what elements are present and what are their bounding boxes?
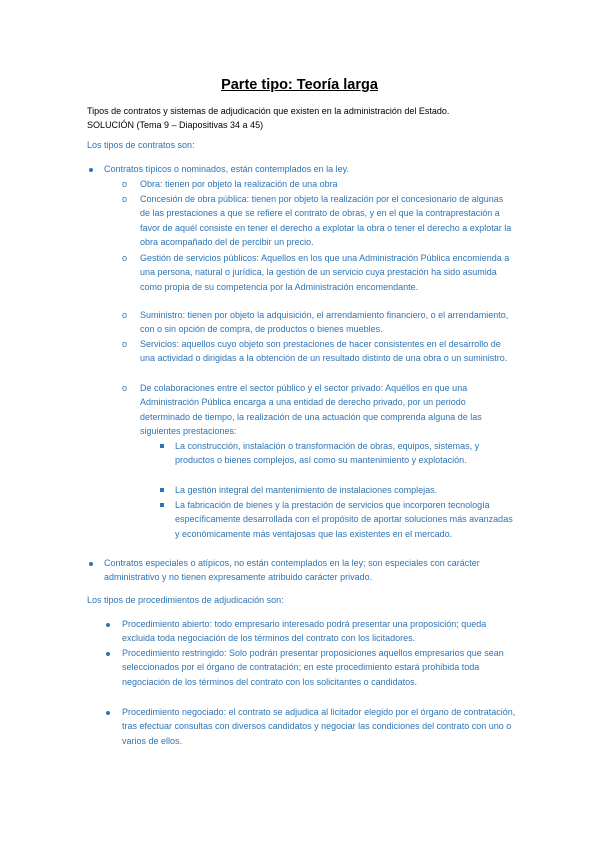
list-item: Servicios: aquellos cuyo objeto son prestaciones de hacer consistentes en el desarrollo de una actividad o dirigidas a la obtención de un resultado distinto de una obra o un suministro. xyxy=(140,339,508,364)
procedures-heading: Los tipos de procedimientos de adjudicación son: xyxy=(87,595,284,605)
contracts-heading: Los tipos de contratos son: xyxy=(87,140,195,150)
intro xyxy=(87,104,527,132)
list-item: Gestión de servicios públicos: Aquellos en los que una Administración Pública encomienda a una persona, natural o jurídica, la gestión de un servicio cuya prestación ha sido asumida como propia de su competencia por la Administración encomendante. xyxy=(140,253,510,292)
square-bullet-icon xyxy=(160,503,164,507)
circle-bullet-icon: o xyxy=(122,383,128,393)
square-bullet-icon xyxy=(160,488,164,492)
square-bullet-icon xyxy=(160,444,164,448)
circle-bullet-icon: o xyxy=(122,179,128,189)
bullet-icon xyxy=(106,711,110,715)
circle-bullet-icon: o xyxy=(122,253,128,263)
circle-bullet-icon: o xyxy=(122,339,128,349)
list-item: De colaboraciones entre el sector público y el sector privado: Aquéllos en que una Administración Pública encarga a una entidad de derecho privado, por un periodo determinado de tiempo, la realización de una actuación que comprenda alguna de las siguientes prestaciones: xyxy=(140,383,482,437)
bullet-icon xyxy=(89,168,93,172)
list-item: La fabricación de bienes y la prestación de servicios que incorporen tecnología específicamente desarrollada con el propósito de aportar soluciones más avanzadas y económicamente más ventajosas que las existentes en el mercado. xyxy=(175,500,513,539)
circle-bullet-icon: o xyxy=(122,310,128,320)
list-item: La construcción, instalación o transformación de obras, equipos, sistemas, y productos o bienes complejos, así como su mantenimiento y explotación. xyxy=(175,441,480,466)
page-title: Parte tipo: Teoría larga xyxy=(221,77,378,93)
list-item: La gestión integral del mantenimiento de instalaciones complejas. xyxy=(175,485,438,495)
list-item: Procedimiento negociado: el contrato se adjudica al licitador elegido por el órgano de contratación, tras efectuar consultas con diversos candidatos y negociar las condiciones del contrato con uno o varios de ellos. xyxy=(122,707,516,746)
list-item: Contratos típicos o nominados, están contemplados en la ley. xyxy=(104,164,349,174)
list-item: Suministro: tienen por objeto la adquisición, el arrendamiento financiero, o el arrendamiento, con o sin opción de compra, de productos o bienes muebles. xyxy=(140,310,509,335)
list-item: Obra: tienen por objeto la realización de una obra xyxy=(140,179,338,189)
bullet-icon xyxy=(106,652,110,656)
circle-bullet-icon: o xyxy=(122,194,128,204)
list-item: Contratos especiales o atípicos, no están contemplados en la ley; son especiales con carácter administrativo y no tienen expresamente atribuido carácter privado. xyxy=(104,558,480,583)
list-item: Procedimiento abierto: todo empresario interesado podrá presentar una proposición; queda excluida toda negociación de los términos del contrato con los licitadores. xyxy=(122,619,487,644)
list-item: Concesión de obra pública: tienen por objeto la realización por el concesionario de algunas de las prestaciones a que se refiere el contrato de obras, y en el que la contraprestación a favor de aquél consiste en tener el derecho a explotar la obra o tener el derecho a explotar la obra acompañado del de percibir un precio. xyxy=(140,194,512,248)
bullet-icon xyxy=(89,562,93,566)
intro-question: Tipos de contratos y sistemas de adjudicación que existen en la administración del Estado. xyxy=(87,106,450,116)
intro-solution: SOLUCIÓN (Tema 9 – Diapositivas 34 a 45) xyxy=(87,120,264,130)
list-item: Procedimiento restringido: Solo podrán presentar proposiciones aquellos empresarios que sean seleccionados por el órgano de contratación; en este procedimiento estará prohibida toda negociación de los términos del contrato con los solicitantes o candidatos. xyxy=(122,648,504,687)
bullet-icon xyxy=(106,623,110,627)
